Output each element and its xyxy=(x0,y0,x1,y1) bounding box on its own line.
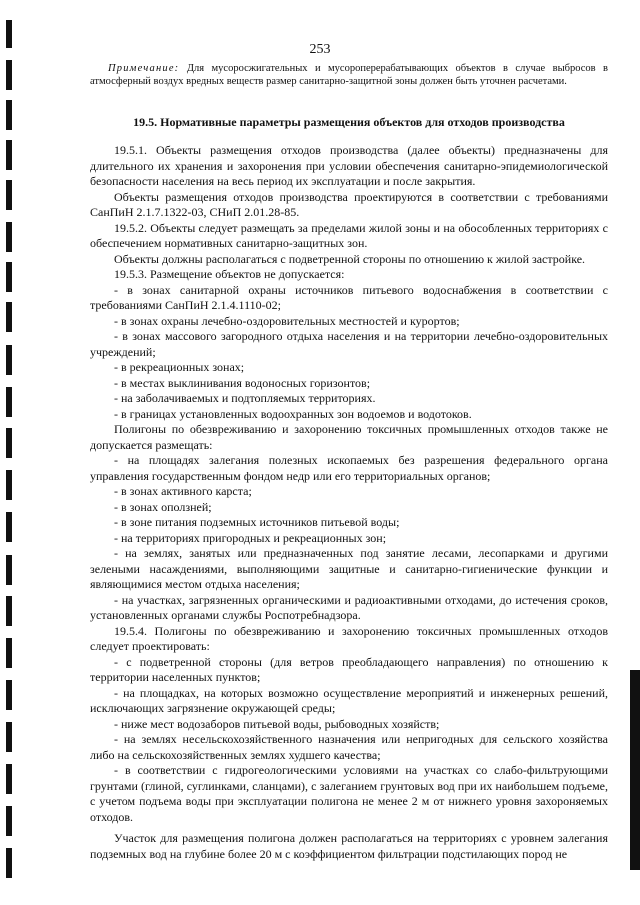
list-item: - с подветренной стороны (для ветров преобладающего направления) по отношению к территории населенных пунктов; xyxy=(90,654,608,684)
section-heading: 19.5. Нормативные параметры размещения объектов для отходов производства xyxy=(133,115,565,129)
list-item: - в зонах массового загородного отдыха населения и на территории лечебно-оздоровительных учреждений; xyxy=(90,329,608,359)
list-item: - в зонах санитарной охраны источников питьевого водоснабжения в соответствии с требованиями СанПиН 2.1.4.1110-02; xyxy=(90,282,608,312)
list-item: - на землях, занятых или предназначенных под занятие лесами, лесопарками и другими зелеными насаждениями, выполняющими защитные и санитарно-гигиенические функции и являющимися местом отдыха населения; xyxy=(90,546,608,591)
list-item: - на землях несельскохозяйственного назначения или непригодных для сельского хозяйства либо на сельскохозяйственных землях худшего качества; xyxy=(90,732,608,762)
list-item: - на площадях залегания полезных ископаемых без разрешения федерального органа управления государственным фондом недр или его территориальных органов; xyxy=(90,453,608,483)
note-label: Примечание: xyxy=(108,63,180,74)
paragraph: Объекты должны располагаться с подветренной стороны по отношению к жилой застройке. xyxy=(114,251,586,266)
list-item: - в местах выклинивания водоносных горизонтов; xyxy=(114,375,371,390)
note-paragraph xyxy=(90,62,608,88)
list-item: - на территориях пригородных и рекреационных зон; xyxy=(114,530,387,545)
list-item: - ниже мест водозаборов питьевой воды, рыбоводных хозяйств; xyxy=(114,716,440,731)
list-item: - в соответствии с гидрогеологическими условиями на участках со слабо-фильтрующими грунтами (глиной, суглинками, сланцами), с залеганием грунтовых вод при их наибольшем подъеме, с учетом подъема воды при эксплуатации полигона не менее 2 м от нижнего уровня захороняемых отходов. xyxy=(90,763,608,824)
scan-binding-marks xyxy=(6,0,14,905)
paragraph: Участок для размещения полигона должен располагаться на территориях с уровнем залегания подземных вод на глубине более 20 м с коэффициентом фильтрации подстилающих пород не xyxy=(90,831,608,861)
paragraph: 19.5.2. Объекты следует размещать за пределами жилой зоны и на обособленных территориях с обеспечением нормативных санитарно-защитных зон. xyxy=(90,220,608,250)
list-item: - на участках, загрязненных органическими и радиоактивными отходами, до истечения сроков, установленных органами службы Роспотребнадзора. xyxy=(90,592,608,622)
document-body xyxy=(90,62,608,862)
paragraph: 19.5.1. Объекты размещения отходов производства (далее объекты) предназначены для длительного их хранения и захоронения при условии обеспечения санитарно-эпидемиологической безопасности населения на весь период их эксплуатации и после закрытия. xyxy=(90,143,608,188)
list-item: - в границах установленных водоохранных зон водоемов и водотоков. xyxy=(114,406,472,421)
scan-edge-bar xyxy=(630,670,640,870)
paragraph: 19.5.3. Размещение объектов не допускается: xyxy=(114,267,345,281)
paragraph: Полигоны по обезвреживанию и захоронению токсичных промышленных отходов также не допускается размещать: xyxy=(90,422,608,452)
list-item: - в зоне питания подземных источников питьевой воды; xyxy=(114,515,400,529)
paragraph: 19.5.4. Полигоны по обезвреживанию и захоронению токсичных промышленных отходов следует проектировать: xyxy=(90,623,608,653)
paragraph: Объекты размещения отходов производства проектируются в соответствии с требованиями СанПиН 2.1.7.1322-03, СНиП 2.01.28-85. xyxy=(90,189,608,219)
list-item: - в зонах оползней; xyxy=(114,499,212,514)
list-item: - в рекреационных зонах; xyxy=(114,360,245,374)
note-text: Для мусоросжигательных и мусороперерабатывающих объектов в случае выбросов в атмосферный воздух вредных веществ размер санитарно-защитной зоны должен быть уточнен расчетами. xyxy=(90,63,608,87)
list-item: - на площадках, на которых возможно осуществление мероприятий и инженерных решений, исключающих загрязнение окружающей среды; xyxy=(90,685,608,715)
list-item: - в зонах активного карста; xyxy=(114,484,252,498)
page-number: 253 xyxy=(309,42,331,57)
list-item: - в зонах охраны лечебно-оздоровительных местностей и курортов; xyxy=(114,313,460,328)
list-item: - на заболачиваемых и подтопляемых территориях. xyxy=(114,391,376,405)
